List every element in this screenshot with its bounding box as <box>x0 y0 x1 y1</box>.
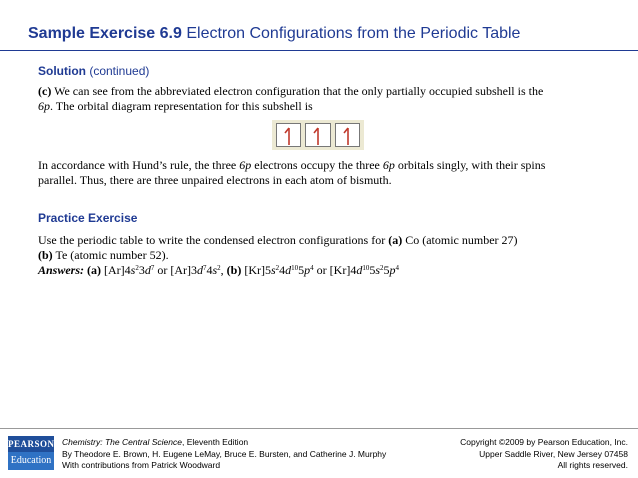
spin-up-arrow-icon <box>342 126 354 146</box>
copyright-notice: Copyright ©2009 by Pearson Education, Inc. Upper Saddle River, New Jersey 07458 All rights reserved. <box>460 437 628 470</box>
spin-up-arrow-icon <box>283 126 295 146</box>
practice-exercise-text: Use the periodic table to write the condensed electron configurations for (a) Co (atomic number 27) (b) Te (atomic number 52). Answers: (a) $[Ar]4s^23d^7$ or $[Ar]3d^74s^2$, (b) $[Kr]5s^24d^{10}5p^4$ or $[Kr]4d^{10}5s^25p^4$ <box>38 233 518 277</box>
orbital-box <box>335 123 360 147</box>
exercise-label: Sample Exercise 6.9 <box>28 25 182 42</box>
book-credits: Chemistry: The Central Science, Eleventh Edition By Theodore E. Brown, H. Eugene LeMay, Bruce E. Bursten, and Catherine J. Murphy With contributions from Patrick Woodward <box>62 437 387 470</box>
footer-divider <box>0 428 638 429</box>
orbital-diagram-6p <box>272 120 364 150</box>
solution-heading: Solution (continued) <box>38 64 150 78</box>
solution-continued: (continued) <box>86 64 150 78</box>
exercise-title: Electron Configurations from the Periodic Table <box>181 25 521 42</box>
pearson-logo: PEARSON Education <box>8 436 54 470</box>
orbital-box <box>305 123 330 147</box>
title-divider <box>0 50 638 51</box>
answers-label: Answers: <box>38 263 85 277</box>
orbital-box <box>276 123 301 147</box>
authors: By Theodore E. Brown, H. Eugene LeMay, Bruce E. Bursten, and Catherine J. Murphy <box>62 448 387 459</box>
spin-up-arrow-icon <box>312 126 324 146</box>
solution-part-c: (c) We can see from the abbreviated electron configuration that the only partially occupied subshell is the 6p. The orbital diagram representation for this subshell is <box>38 84 544 113</box>
practice-heading: Practice Exercise <box>38 211 138 225</box>
contributions: With contributions from Patrick Woodward <box>62 460 221 470</box>
slide-title <box>28 25 520 43</box>
hund-rule-paragraph: In accordance with Hund’s rule, the three 6p electrons occupy the three 6p orbitals singly, with their spins parallel. Thus, there are three unpaired electrons in each atom of bismuth. <box>38 158 546 187</box>
book-title: Chemistry: The Central Science <box>62 437 182 447</box>
